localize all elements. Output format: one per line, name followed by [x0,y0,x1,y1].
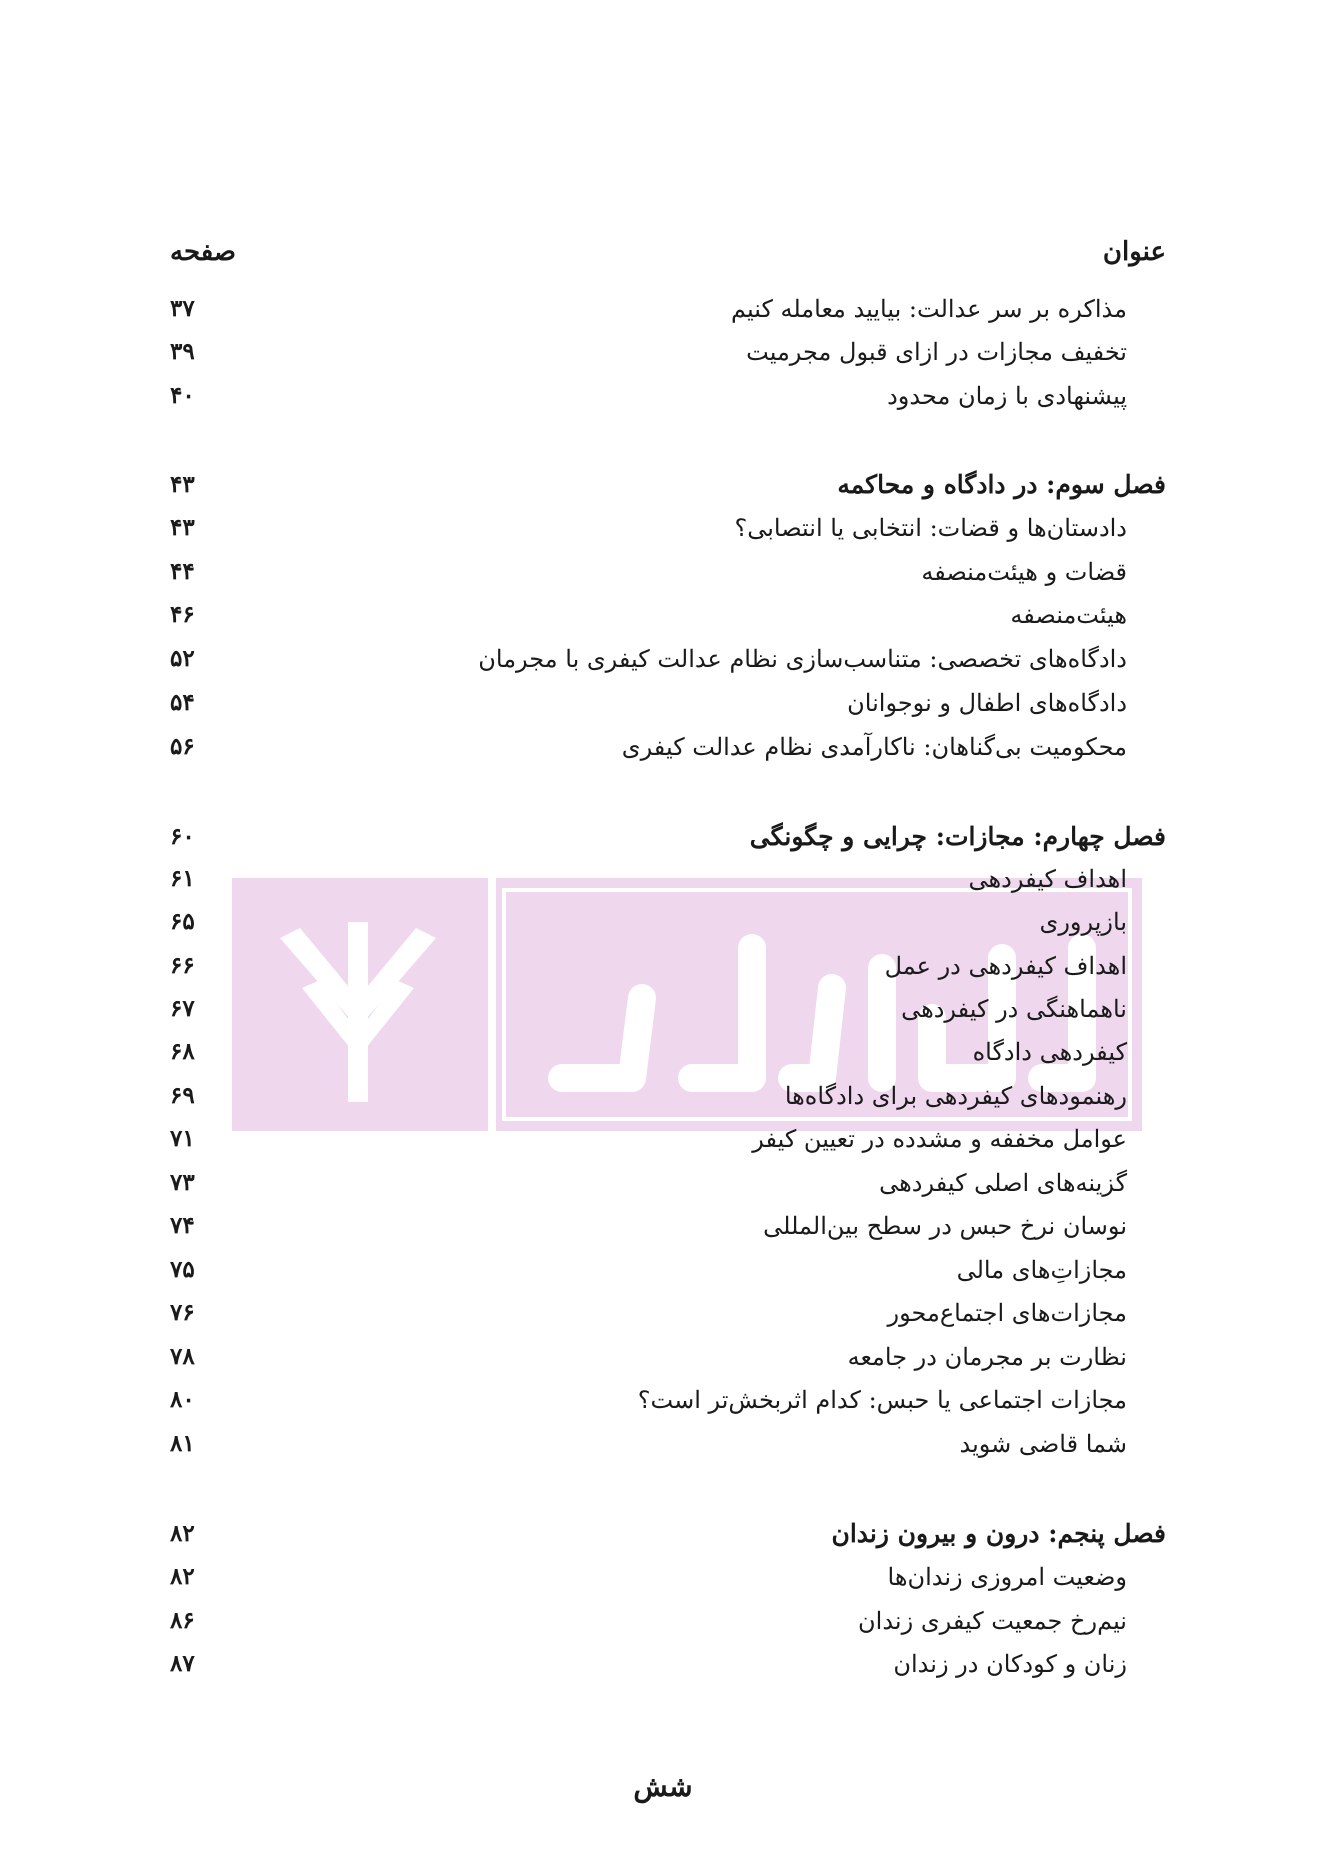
entry-page-number: ۷۱ [170,1125,195,1152]
entry-page-number: ۸۶ [170,1607,195,1634]
entry-page-number: ۷۴ [170,1212,195,1239]
toc-entry-row [170,1250,1166,1290]
entry-page-number: ۳۹ [170,338,195,365]
entry-page-number: ۶۱ [170,865,195,892]
entry-page-number: ۸۰ [170,1386,195,1413]
toc-entry-row [170,1380,1166,1420]
toc-entry-row [170,727,1166,767]
toc-entry-row [170,989,1166,1029]
entry-title: مجازات‌های اجتماع‌محور [887,1299,1127,1327]
entry-title: مجازات اجتماعی یا حبس: کدام اثربخش‌تر است؟ [637,1386,1127,1414]
entry-page-number: ۴۳ [170,514,195,541]
entry-page-number: ۶۶ [170,952,195,979]
page-footer-number: شش [633,1770,693,1803]
entry-title: شما قاضی شوید [959,1430,1127,1458]
toc-entry-row [170,1644,1166,1684]
toc-entry-row [170,946,1166,986]
entry-page-number: ۶۸ [170,1038,195,1065]
entry-page-number: ۷۶ [170,1299,195,1326]
entry-page-number: ۸۲ [170,1520,195,1547]
chapter-title: فصل پنجم: درون و بیرون زندان [831,1519,1166,1548]
toc-header [170,230,1166,274]
entry-page-number: ۵۴ [170,689,195,716]
entry-page-number: ۸۲ [170,1563,195,1590]
entry-page-number: ۳۷ [170,295,195,322]
entry-title: اهداف کیفردهی [968,865,1127,893]
entry-title: دادگاه‌های تخصصی: متناسب‌سازی نظام عدالت کیفری با مجرمان [478,645,1127,673]
entry-page-number: ۴۴ [170,558,195,585]
toc-entry-row [170,1032,1166,1072]
entry-title: قضات و هیئت‌منصفه [921,558,1127,586]
entry-page-number: ۷۸ [170,1343,195,1370]
entry-title: دادستان‌ها و قضات: انتخابی یا انتصابی؟ [734,514,1127,542]
toc-chapter-row [170,1514,1166,1554]
entry-page-number: ۵۲ [170,645,195,672]
chapter-title: فصل چهارم: مجازات: چرایی و چگونگی [749,822,1166,851]
entry-title: رهنمودهای کیفردهی برای دادگاه‌ها [784,1082,1127,1110]
toc-chapter-row [170,817,1166,857]
entry-page-number: ۸۷ [170,1650,195,1677]
toc-entry-row [170,1206,1166,1246]
entry-page-number: ۶۹ [170,1082,195,1109]
entry-title: دادگاه‌های اطفال و نوجوانان [847,689,1127,717]
toc-entry-row [170,639,1166,679]
entry-title: اهداف کیفردهی در عمل [884,952,1127,980]
toc-entry-row [170,1601,1166,1641]
entry-page-number: ۴۳ [170,471,195,498]
entry-title: گزینه‌های اصلی کیفردهی [879,1169,1127,1197]
entry-title: نوسان نرخ حبس در سطح بین‌المللی [763,1212,1127,1240]
entry-title: محکومیت بی‌گناهان: ناکارآمدی نظام عدالت کیفری [621,733,1127,761]
chapter-title: فصل سوم: در دادگاه و محاکمه [837,470,1166,499]
toc-entry-row [170,1119,1166,1159]
toc-entry-row [170,595,1166,635]
entry-page-number: ۶۵ [170,908,195,935]
entry-title: پیشنهادی با زمان محدود [887,382,1127,410]
toc-entry-row [170,1076,1166,1116]
entry-page-number: ۶۷ [170,995,195,1022]
toc-entry-row [170,683,1166,723]
toc-page-column-label: صفحه [170,237,236,267]
entry-title: وضعیت امروزی زندان‌ها [887,1563,1127,1591]
toc-entry-row [170,1293,1166,1333]
toc-entry-row [170,376,1166,416]
toc-title-column-label: عنوان [1102,237,1166,267]
entry-title: نظارت بر مجرمان در جامعه [847,1343,1127,1371]
toc-entry-row [170,332,1166,372]
toc-entry-row [170,902,1166,942]
entry-title: هیئت‌منصفه [1010,601,1127,629]
toc-entry-row [170,1557,1166,1597]
entry-page-number: ۷۳ [170,1169,195,1196]
toc-entry-row [170,859,1166,899]
entry-title: تخفیف مجازات در ازای قبول مجرمیت [746,338,1127,366]
entry-title: بازپروری [1039,908,1127,936]
entry-page-number: ۶۰ [170,823,195,850]
toc-chapter-row [170,465,1166,505]
toc-entry-row [170,1337,1166,1377]
entry-title: عوامل مخففه و مشدده در تعیین کیفر [752,1125,1127,1153]
toc-entry-row [170,508,1166,548]
entry-page-number: ۴۰ [170,382,195,409]
toc-entry-row [170,289,1166,329]
entry-page-number: ۸۱ [170,1430,195,1457]
entry-page-number: ۷۵ [170,1256,195,1283]
entry-page-number: ۴۶ [170,601,195,628]
entry-title: مذاکره بر سر عدالت: بیایید معامله کنیم [730,295,1127,323]
entry-title: مجازاتِ‌های مالی [956,1256,1127,1284]
entry-page-number: ۵۶ [170,733,195,760]
entry-title: نیم‌رخ جمعیت کیفری زندان [858,1607,1127,1635]
entry-title: کیفردهی دادگاه [972,1038,1127,1066]
entry-title: زنان و کودکان در زندان [893,1650,1127,1678]
entry-title: ناهماهنگی در کیفردهی [901,995,1127,1023]
toc-entry-row [170,1163,1166,1203]
toc-entry-row [170,552,1166,592]
toc-entry-row [170,1424,1166,1464]
